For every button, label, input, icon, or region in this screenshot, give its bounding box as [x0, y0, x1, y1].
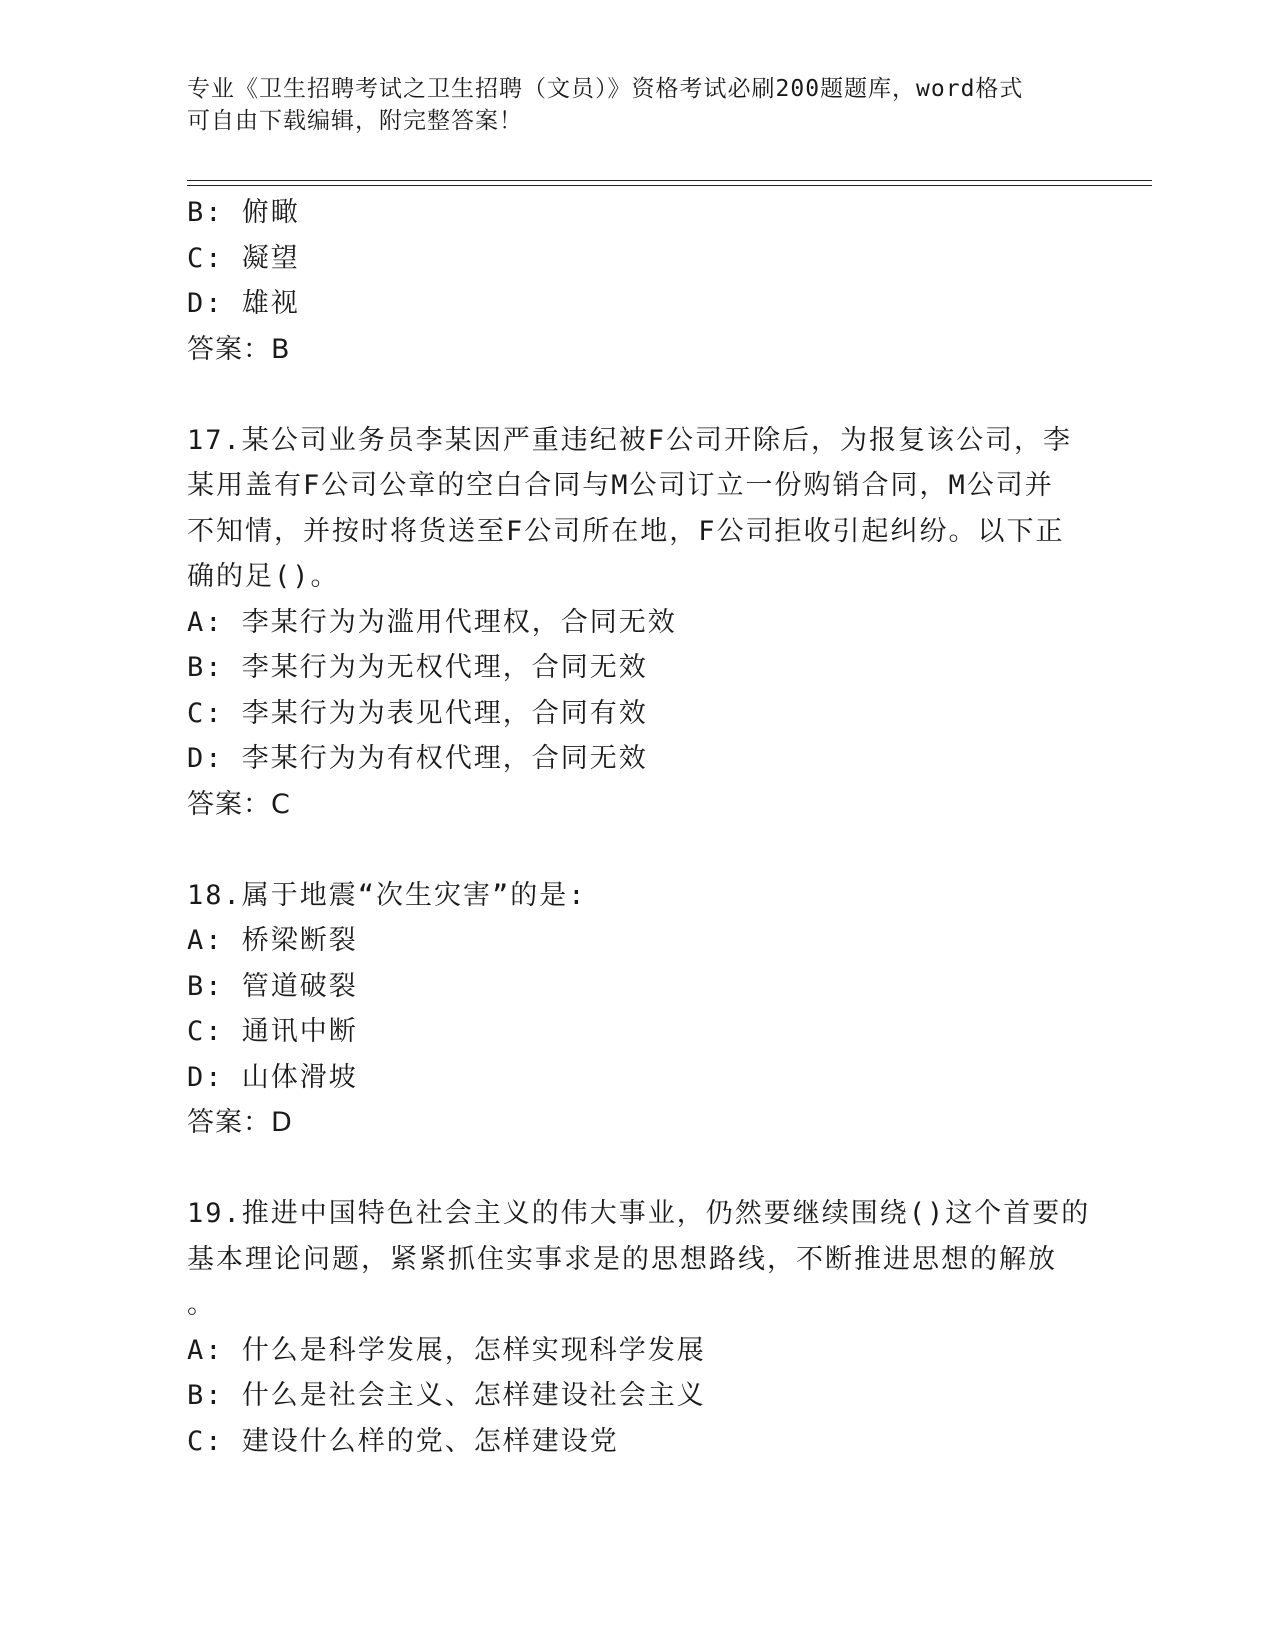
answer: 答案：C [187, 788, 291, 820]
answer: 答案：D [187, 1107, 293, 1138]
option-c: C: 建设什么样的党、怎样建设党 [187, 1425, 619, 1457]
header-title-line-1: 专业《卫生招聘考试之卫生招聘（文员）》资格考试必刷200题题库，word格式 [187, 76, 1024, 102]
option-d: D: 山体滑坡 [187, 1061, 358, 1093]
question-text-line: 19.推进中国特色社会主义的伟大事业，仍然要继续围绕()这个首要的 [187, 1198, 1091, 1229]
option-c: C: 凝望 [187, 242, 300, 274]
option-a: A: 李某行为为滥用代理权，合同无效 [187, 606, 677, 638]
option-c: C: 通讯中断 [187, 1016, 358, 1047]
header-title-line-2: 可自由下载编辑，附完整答案！ [187, 108, 523, 134]
question-text-line: 。 [187, 1289, 216, 1320]
question-17 [187, 418, 1087, 828]
option-b: B: 李某行为为无权代理，合同无效 [187, 652, 648, 683]
option-d: D: 李某行为为有权代理，合同无效 [187, 743, 648, 774]
page-header [187, 73, 1067, 137]
option-b: B: 什么是社会主义、怎样建设社会主义 [187, 1380, 706, 1411]
option-c: C: 李某行为为表见代理，合同有效 [187, 697, 648, 729]
answer: 答案：B [187, 333, 291, 365]
question-text-line: 不知情，并按时将货送至F公司所在地，F公司拒收引起纠纷。以下正 [187, 515, 1065, 547]
header-divider-bottom [187, 185, 1152, 186]
question-16 [187, 190, 1087, 372]
spacer [187, 827, 1087, 873]
option-d: D: 雄视 [187, 288, 300, 319]
question-text-line: 确的足()。 [187, 561, 340, 592]
option-a: A: 桥梁断裂 [187, 925, 358, 956]
question-text-line: 17.某公司业务员李某因严重违纪被F公司开除后，为报复该公司，李 [187, 424, 1073, 456]
question-19 [187, 1191, 1091, 1464]
question-content [187, 190, 1091, 1464]
option-b: B: 管道破裂 [187, 970, 358, 1002]
option-b: B: 俯瞰 [187, 197, 300, 228]
question-text-line: 某用盖有F公司公章的空白合同与M公司订立一份购销合同，M公司并 [187, 470, 1054, 501]
spacer [187, 1146, 1087, 1192]
spacer [187, 372, 1087, 418]
question-text-line: 18.属于地震“次生灾害”的是: [187, 879, 587, 911]
option-a: A: 什么是科学发展，怎样实现科学发展 [187, 1334, 706, 1366]
header-divider-top [187, 180, 1152, 181]
question-text-line: 基本理论问题，紧紧抓住实事求是的思想路线，不断推进思想的解放 [187, 1243, 1057, 1275]
question-18 [187, 873, 1087, 1146]
